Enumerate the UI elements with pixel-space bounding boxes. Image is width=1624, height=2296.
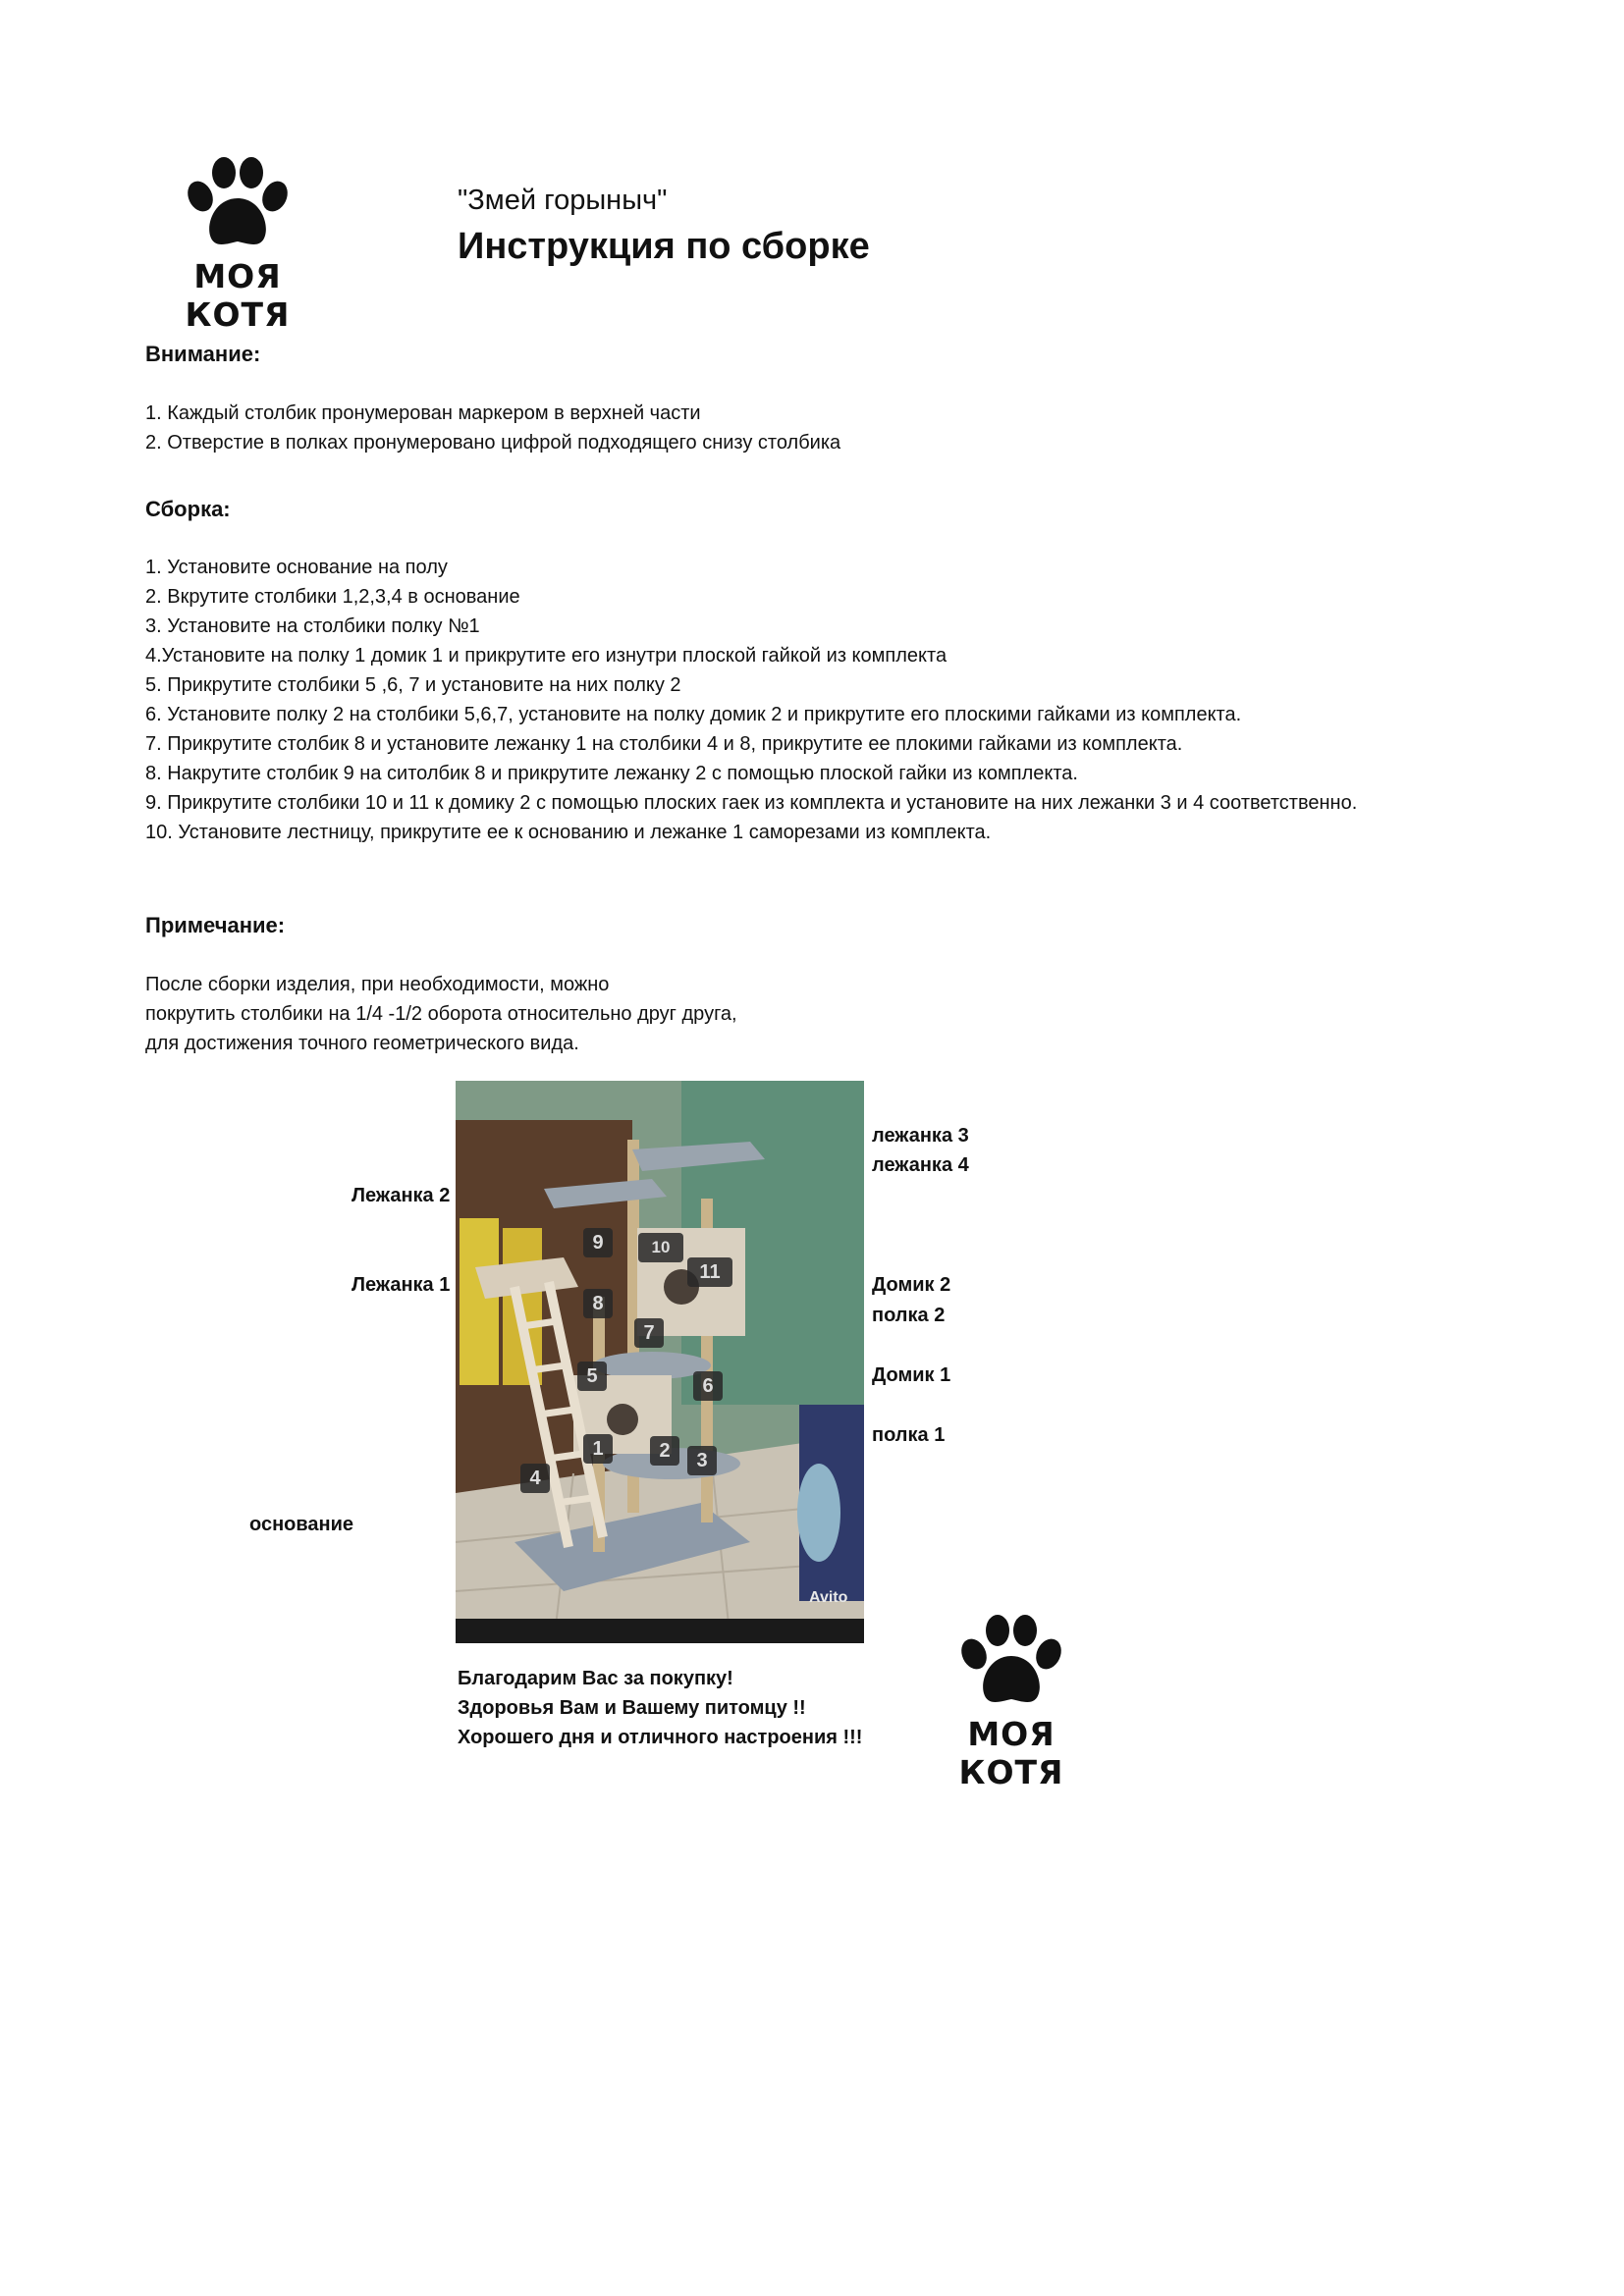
- post-number-5: 5: [577, 1362, 607, 1391]
- label-domik-1: Домик 1: [872, 1364, 951, 1386]
- cat-tree-illustration: [456, 1081, 864, 1643]
- closing-line: Благодарим Вас за покупку!: [458, 1668, 733, 1689]
- note-line: После сборки изделия, при необходимости, можно: [145, 974, 610, 995]
- note-line: покрутить столбики на 1/4 -1/2 оборота относительно друг друга,: [145, 1003, 737, 1025]
- post-number-7: 7: [634, 1318, 664, 1348]
- list-item: 6. Установите полку 2 на столбики 5,6,7, установите на полку домик 2 и прикрутите его плоскими гайками из комплекта.: [145, 704, 1242, 725]
- product-photo: [456, 1081, 864, 1643]
- post-number-6: 6: [693, 1371, 723, 1401]
- list-item: 5. Прикрутите столбики 5 ,6, 7 и установите на них полку 2: [145, 674, 681, 696]
- brand-logo-top: [139, 157, 336, 334]
- label-polka-2: полка 2: [872, 1305, 946, 1326]
- list-item: 9. Прикрутите столбики 10 и 11 к домику 2 с помощью плоских гаек из комплекта и установите на них лежанки 3 и 4 соответственно.: [145, 792, 1358, 814]
- page-title: Инструкция по сборке: [458, 226, 870, 267]
- brand-name: МОЯ КОТЯ: [958, 1715, 1064, 1791]
- label-lezhanka-3: лежанка 3: [872, 1125, 969, 1147]
- post-number-2: 2: [650, 1436, 679, 1466]
- list-item: 2. Отверстие в полках пронумеровано цифрой подходящего снизу столбика: [145, 432, 841, 454]
- label-lezhanka-1: Лежанка 1: [352, 1274, 451, 1296]
- post-number-9: 9: [583, 1228, 613, 1257]
- list-item: 1. Каждый столбик пронумерован маркером в верхней части: [145, 402, 701, 424]
- list-item: 7. Прикрутите столбик 8 и установите лежанку 1 на столбики 4 и 8, прикрутите ее плокими гайками из комплекта.: [145, 733, 1183, 755]
- label-lezhanka-2: Лежанка 2: [352, 1185, 451, 1206]
- list-item: 4.Установите на полку 1 домик 1 и прикрутите его изнутри плоской гайкой из комплекта: [145, 645, 947, 667]
- label-lezhanka-4: лежанка 4: [872, 1154, 969, 1176]
- note-text: [145, 970, 737, 1058]
- label-domik-2: Домик 2: [872, 1274, 951, 1296]
- note-heading: Примечание:: [145, 913, 286, 937]
- closing-text: [458, 1664, 862, 1752]
- list-item: 2. Вкрутите столбики 1,2,3,4 в основание: [145, 586, 520, 608]
- post-number-4: 4: [520, 1464, 550, 1493]
- label-polka-1: полка 1: [872, 1424, 946, 1446]
- closing-line: Здоровья Вам и Вашему питомцу !!: [458, 1697, 806, 1719]
- post-number-10: 10: [638, 1233, 683, 1262]
- brand-name: МОЯ КОТЯ: [185, 257, 291, 334]
- product-name: "Змей горыныч": [458, 185, 668, 216]
- closing-line: Хорошего дня и отличного настроения !!!: [458, 1727, 863, 1748]
- paw-icon: [952, 1615, 1070, 1711]
- label-osnovanie: основание: [249, 1514, 354, 1535]
- list-item: 1. Установите основание на полу: [145, 557, 448, 578]
- post-number-8: 8: [583, 1289, 613, 1318]
- list-item: 3. Установите на столбики полку №1: [145, 615, 480, 637]
- post-number-1: 1: [583, 1434, 613, 1464]
- post-number-11: 11: [687, 1257, 732, 1287]
- list-item: 10. Установите лестницу, прикрутите ее к основанию и лежанке 1 саморезами из комплекта.: [145, 822, 992, 843]
- list-item: 8. Накрутите столбик 9 на ситолбик 8 и прикрутите лежанку 2 с помощью плоской гайки из комплекта.: [145, 763, 1078, 784]
- paw-icon: [179, 157, 297, 253]
- photo-watermark: Avito: [809, 1589, 848, 1606]
- assembly-heading: Сборка:: [145, 497, 231, 521]
- attention-heading: Внимание:: [145, 342, 261, 366]
- note-line: для достижения точного геометрического вида.: [145, 1033, 579, 1054]
- post-number-3: 3: [687, 1446, 717, 1475]
- attention-list: [145, 399, 840, 457]
- brand-logo-bottom: [913, 1615, 1110, 1791]
- assembly-steps: [145, 553, 1357, 847]
